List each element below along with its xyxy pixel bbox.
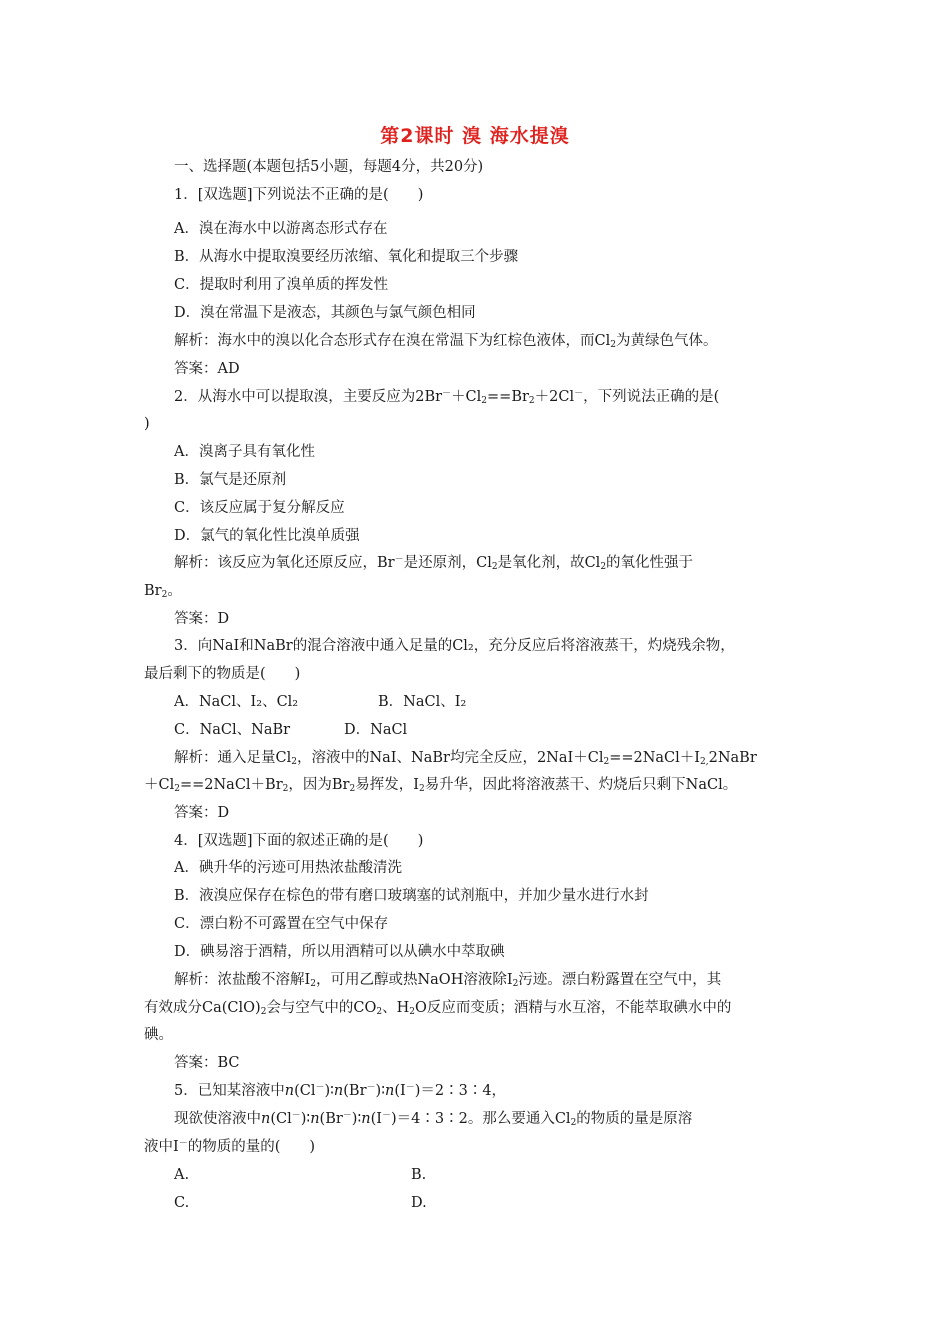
q4-option-b: B．液溴应保存在棕色的带有磨口玻璃塞的试剂瓶中，并加少量水进行水封 [174, 888, 649, 904]
section-heading: 一、选择题(本题包括5小题，每题4分，共20分) [174, 159, 484, 175]
q3-stem-line2: 最后剩下的物质是( ) [144, 666, 301, 682]
q3-option-b: B．NaCl、I₂ [378, 694, 467, 710]
q2-option-d: D．氯气的氧化性比溴单质强 [174, 528, 360, 544]
q2-explanation-line1: 解析：该反应为氧化还原反应，Br－是还原剂，$Cl_2$是氧化剂，故$Cl_2$的氧化性强于 [174, 555, 694, 572]
q5-option-c: C. [174, 1195, 190, 1211]
q4-explanation-line2: 有效成分$Ca(ClO)_2$会与空气中的$CO_2$、$H_2O$反应而变质；酒精与水互溶，不能萃取碘水中的 [144, 1000, 732, 1017]
q2-option-c: C．该反应属于复分解反应 [174, 500, 345, 516]
q4-explanation-line3: 碘。 [144, 1027, 173, 1043]
q4-option-d: D．碘易溶于酒精，所以用酒精可以从碘水中萃取碘 [174, 944, 505, 960]
q2-option-a: A．溴离子具有氧化性 [174, 444, 315, 460]
q3-option-c: C．NaCl、NaBr [174, 722, 291, 738]
q5-option-d: D. [411, 1195, 427, 1211]
q3-stem-line1: 3．向NaI和NaBr的混合溶液中通入足量的Cl₂，充分反应后将溶液蒸干，灼烧残余物， [174, 638, 735, 654]
q4-explanation-line1: 解析：浓盐酸不溶解$I_2$，可用乙醇或热NaOH溶液除$I_2$污迹。漂白粉露置在空气中，其 [174, 972, 722, 989]
q4-option-a: A．碘升华的污迹可用热浓盐酸清洗 [174, 860, 402, 876]
q2-option-b: B．氯气是还原剂 [174, 472, 287, 488]
q4-option-c: C．漂白粉不可露置在空气中保存 [174, 916, 389, 932]
q5-option-a: A. [174, 1167, 190, 1183]
q1-answer: 答案：AD [174, 361, 240, 377]
q4-stem: 4．[双选题]下面的叙述正确的是( ) [174, 833, 424, 849]
q4-answer: 答案：BC [174, 1055, 240, 1071]
q1-option-a: A．溴在海水中以游离态形式存在 [174, 221, 388, 237]
q1-option-d: D．溴在常温下是液态，其颜色与氯气颜色相同 [174, 305, 476, 321]
q1-stem: 1．[双选题]下列说法不正确的是( ) [174, 187, 424, 203]
q3-explanation-line1: 解析：通入足量$Cl_2$，溶液中的NaI、NaBr均完全反应，$2NaI+Cl_2==2NaCl+I_{2,}2NaBr$ [174, 750, 757, 767]
q5-option-b: B. [411, 1167, 427, 1183]
q1-option-b: B．从海水中提取溴要经历浓缩、氧化和提取三个步骤 [174, 249, 519, 265]
q3-explanation-line2: $+Cl_2==2NaCl+Br_2$，因为$Br_2$易挥发，$I_2$易升华，因此将溶液蒸干、灼烧后只剩下NaCl。 [144, 777, 738, 794]
q5-stem-line2: 现欲使溶液中n(Cl－)∶n(Br－)∶n(I－)＝4∶3∶2。那么要通入$Cl_2$的物质的量是原溶 [174, 1111, 693, 1128]
q3-option-d: D．NaCl [344, 722, 408, 738]
q2-explanation-line2: $Br_2$。 [144, 583, 182, 600]
q2-stem-line1: 2．从海水中可以提取溴，主要反应为$2Br^-+Cl_2==Br_2+2Cl^-$，下列说法正确的是( [174, 389, 720, 406]
q3-option-a: A．NaCl、I₂、Cl₂ [174, 694, 299, 710]
q2-answer: 答案：D [174, 611, 230, 627]
q1-explanation: 解析：海水中的溴以化合态形式存在溴在常温下为红棕色液体，而$Cl_2$为黄绿色气体。 [174, 333, 718, 350]
q5-stem-line3: 液中I－的物质的量的( ) [144, 1139, 316, 1155]
q5-stem-line1: 5．已知某溶液中n(Cl－)∶n(Br－)∶n(I－)＝2∶3∶4， [174, 1083, 507, 1099]
q2-stem-line2: ) [144, 416, 150, 432]
q3-answer: 答案：D [174, 805, 230, 821]
q1-option-c: C．提取时利用了溴单质的挥发性 [174, 277, 389, 293]
page-title: 第2课时 溴 海水提溴 [380, 125, 570, 147]
